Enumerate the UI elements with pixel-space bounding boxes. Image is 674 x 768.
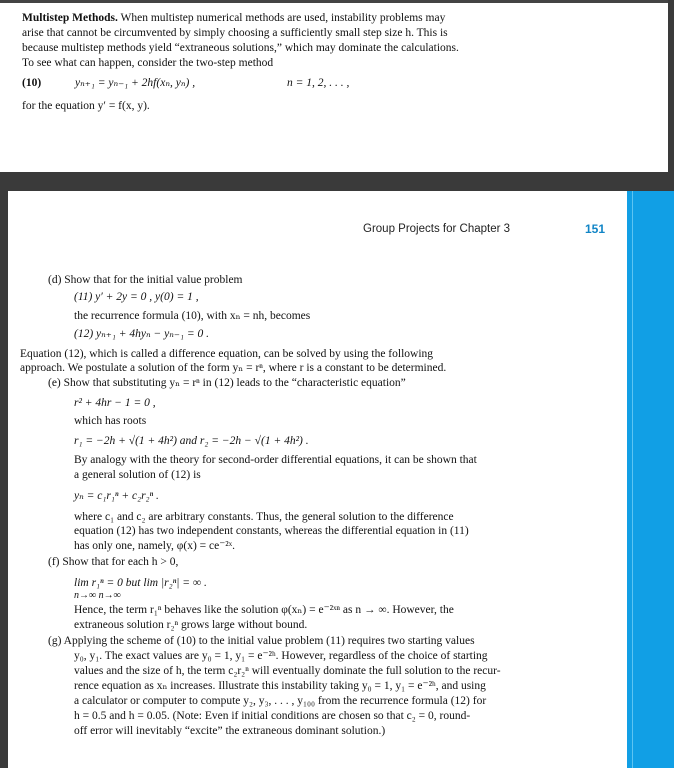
text-line: By analogy with the theory for second-order differential equations, it can be shown that xyxy=(74,454,477,466)
paragraph-line: Multistep Methods. When multistep numerical methods are used, instability problems may xyxy=(22,12,446,24)
text-line: (d) Show that for the initial value problem xyxy=(48,274,243,286)
text-line: off error will inevitably “excite” the extraneous dominant solution.) xyxy=(74,725,386,737)
top-divider xyxy=(0,0,668,3)
equation-range: n = 1, 2, . . . , xyxy=(287,77,350,89)
equation-10: yₙ₊₁ = yₙ₋₁ + 2hf(xₙ, yₙ) , xyxy=(75,77,196,89)
text-line: approach. We postulate a solution of the form yₙ = rⁿ, where r is a constant to be determined. xyxy=(20,362,447,374)
roots-equation: r₁ = −2h + √(1 + 4h²) and r₂ = −2h − √(1 + 4h²) . xyxy=(74,435,309,447)
general-solution: yₙ = c₁r₁ⁿ + c₂r₂ⁿ . xyxy=(74,490,159,502)
text-line: which has roots xyxy=(74,415,147,427)
text-line: a general solution of (12) is xyxy=(74,469,201,481)
paragraph-line: To see what can happen, consider the two-step method xyxy=(22,57,274,69)
section-heading: Multistep Methods. xyxy=(22,12,118,24)
limit-equation: lim r₁ⁿ = 0 but lim |r₂ⁿ| = ∞ . xyxy=(74,577,207,589)
text-line: a calculator or computer to compute y₂, y₃, . . . , y₁₀₀ from the recurrence formula (12) for xyxy=(74,695,487,707)
page-number: 151 xyxy=(585,222,606,236)
paragraph-line: because multistep methods yield “extraneous solutions,” which may dominate the calculations. xyxy=(22,42,459,54)
equation-label: (10) xyxy=(22,77,42,89)
text-line: where c₁ and c₂ are arbitrary constants. Thus, the general solution to the difference xyxy=(74,511,454,523)
text-line: has only one, namely, φ(x) = ce⁻²ˣ. xyxy=(74,540,235,552)
paragraph-line: arise that cannot be circumvented by simply choosing a sufficiently small step size h. This is xyxy=(22,27,448,39)
viewer-edge xyxy=(668,0,674,172)
page-151 xyxy=(8,191,627,768)
text-line: values and the size of h, the term c₂r₂ⁿ will eventually dominate the full solution to the recur- xyxy=(74,665,501,677)
running-header: Group Projects for Chapter 3 xyxy=(363,223,511,235)
text-line: Equation (12), which is called a difference equation, can be solved by using the following xyxy=(20,348,434,360)
text-line: equation (12) has two independent constants, whereas the differential equation in (11) xyxy=(74,525,469,537)
page-top-fragment xyxy=(0,0,668,172)
equation-12: (12) yₙ₊₁ + 4hyₙ − yₙ₋₁ = 0 . xyxy=(74,328,209,340)
page-gap xyxy=(0,172,674,191)
paragraph-line: for the equation y′ = f(x, y). xyxy=(22,100,150,112)
text-line: h = 0.5 and h = 0.05. (Note: Even if initial conditions are chosen so that c₂ = 0, round- xyxy=(74,710,471,722)
text-line: rence equation as xₙ increases. Illustrate this instability taking y₀ = 1, y₁ = e⁻²ʰ, and using xyxy=(74,680,486,692)
equation-11: (11) y′ + 2y = 0 , y(0) = 1 , xyxy=(74,291,199,303)
characteristic-equation: r² + 4hr − 1 = 0 , xyxy=(74,397,156,409)
text-line: extraneous solution r₂ⁿ grows large without bound. xyxy=(74,619,308,631)
chapter-tab-sidebar xyxy=(627,191,674,768)
text-line: (f) Show that for each h > 0, xyxy=(48,556,179,568)
text-line: (g) Applying the scheme of (10) to the initial value problem (11) requires two starting values xyxy=(48,635,475,647)
text-line: the recurrence formula (10), with xₙ = nh, becomes xyxy=(74,310,311,322)
text-line: Hence, the term r₁ⁿ behaves like the solution φ(xₙ) = e⁻²ˣⁿ as n → ∞. However, the xyxy=(74,604,454,616)
limit-subscripts: n→∞ n→∞ xyxy=(74,590,121,601)
text-line: (e) Show that substituting yₙ = rⁿ in (12) leads to the “characteristic equation” xyxy=(48,377,406,389)
sidebar-divider xyxy=(632,191,633,768)
text-line: y₀, y₁. The exact values are y₀ = 1, y₁ = e⁻²ʰ. However, regardless of the choice of starting xyxy=(74,650,488,662)
